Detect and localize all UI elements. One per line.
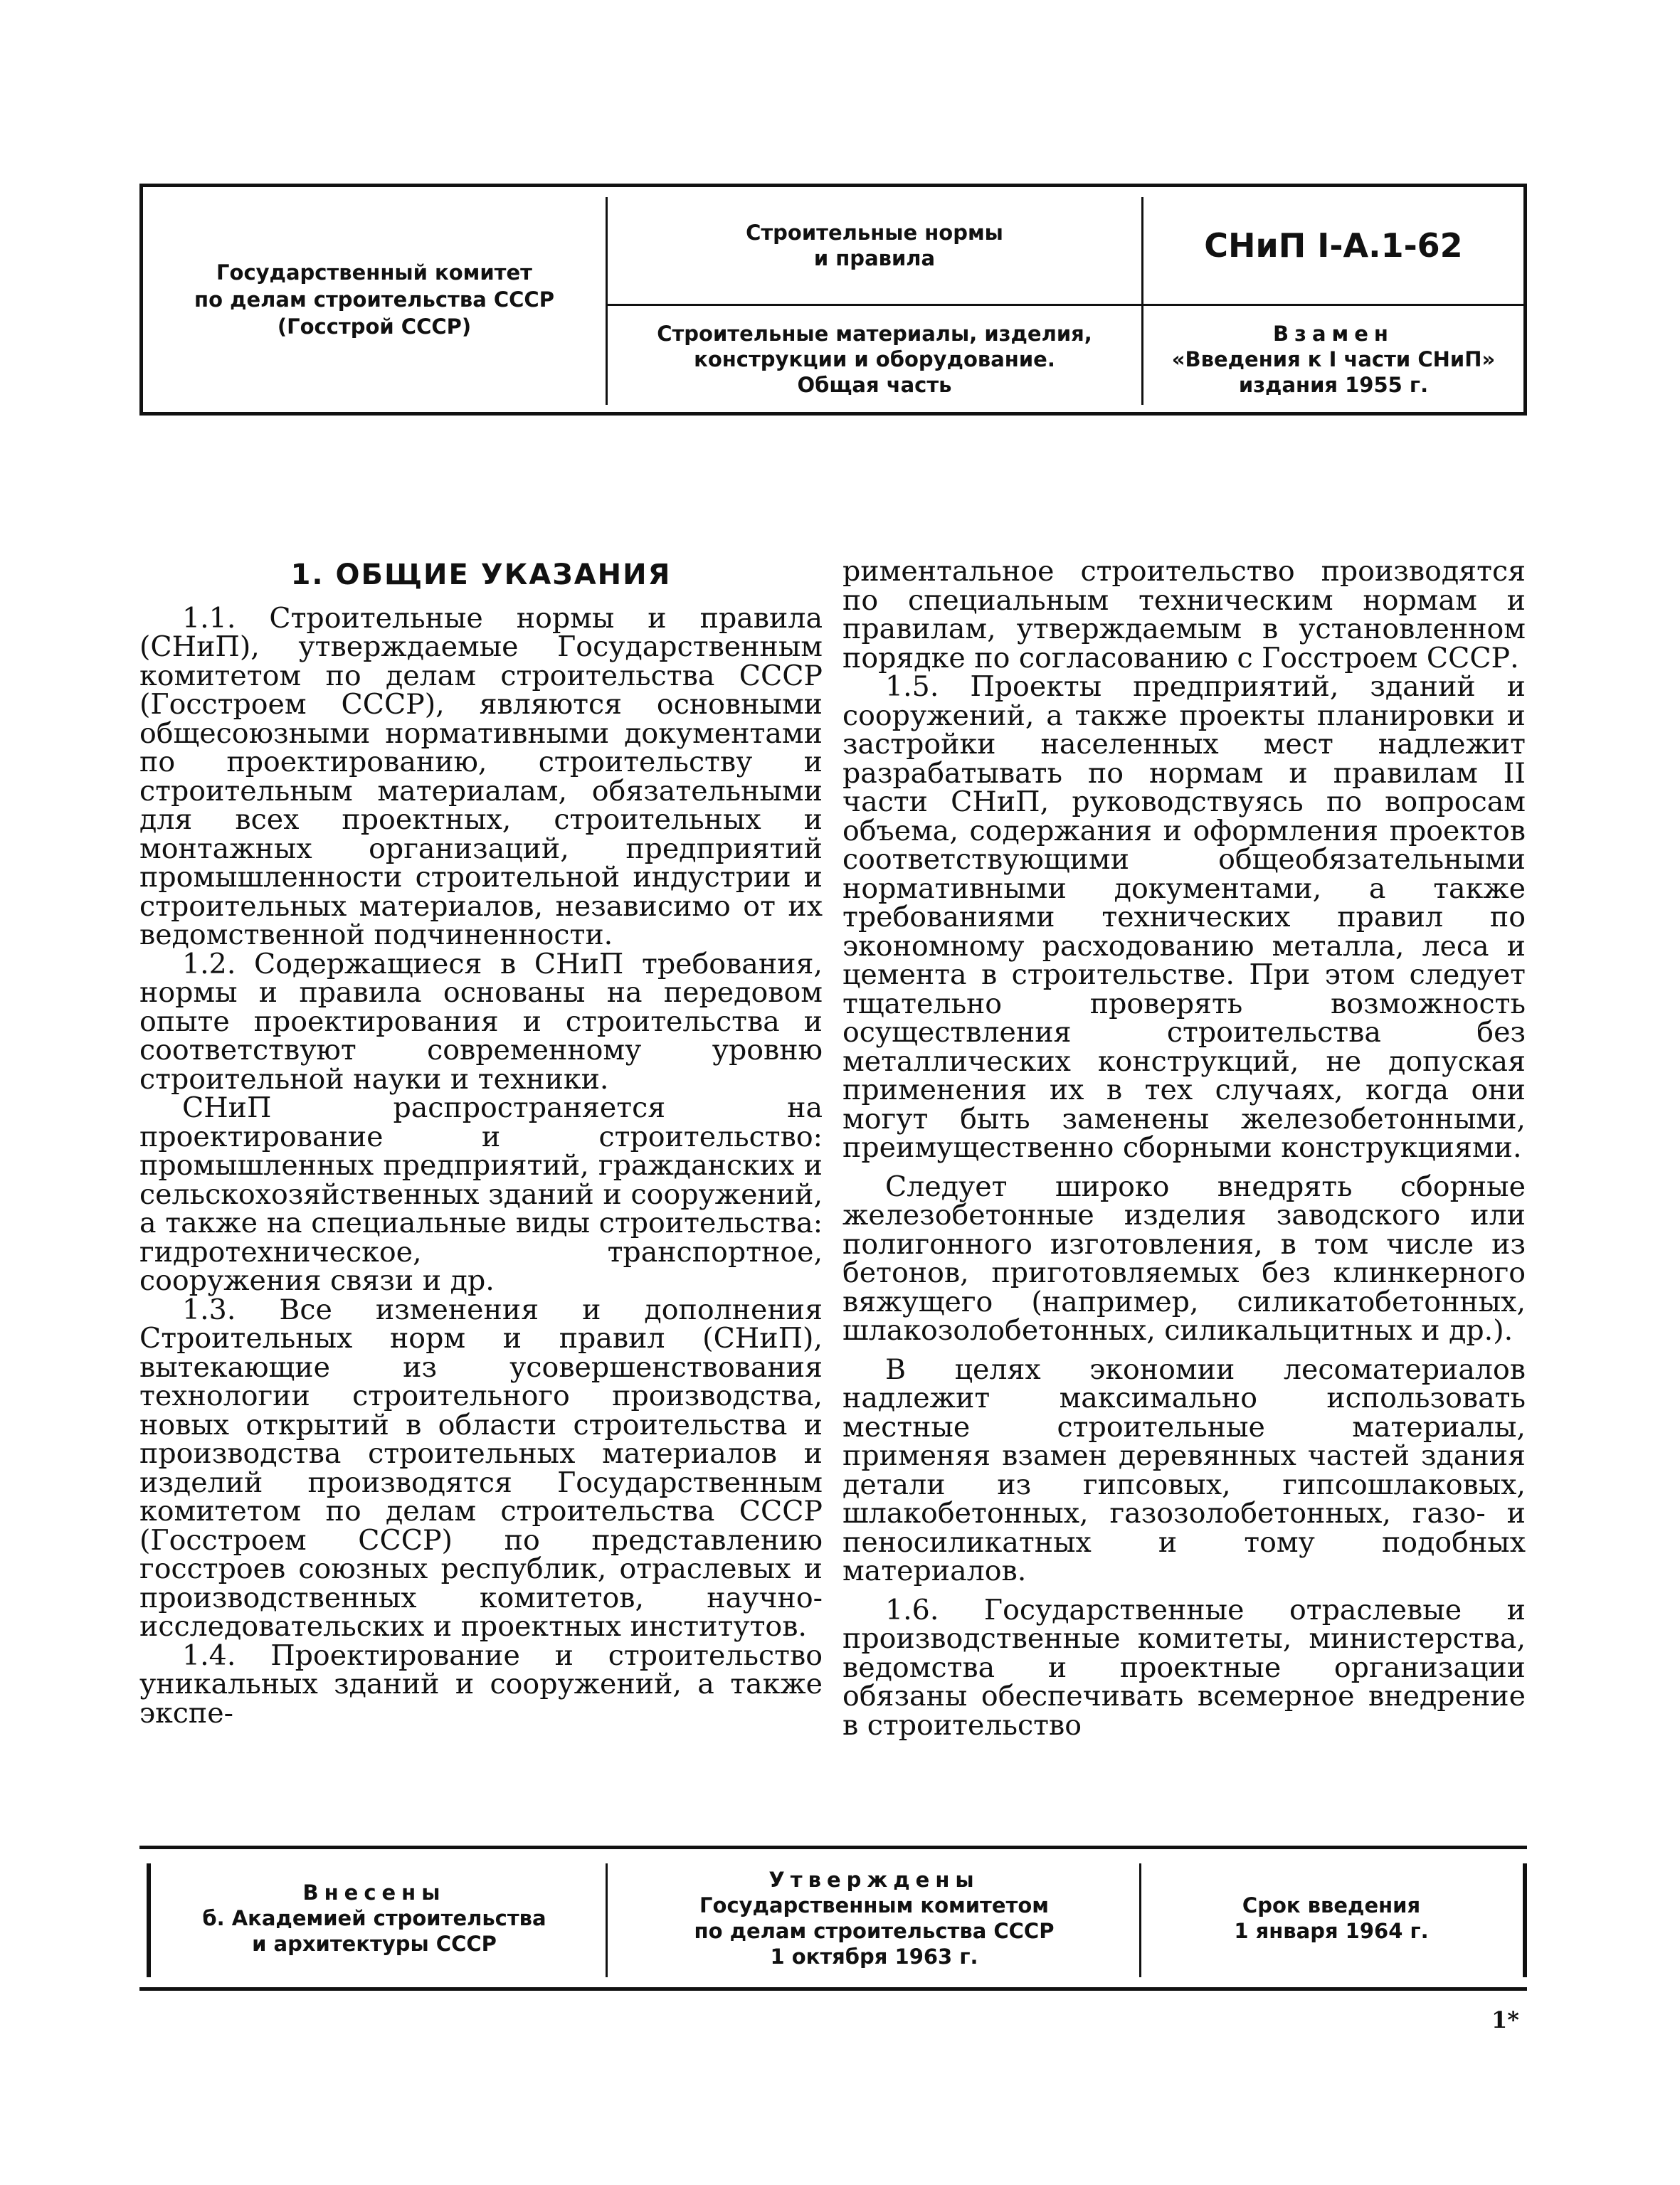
approved-line: 1 октября 1963 г. — [770, 1945, 978, 1969]
right-column — [842, 557, 1526, 1740]
approved-label: Утверждены — [768, 1868, 980, 1892]
approved-by — [609, 1849, 1139, 1987]
subject-line: конструкции и оборудование. — [694, 347, 1055, 371]
org-line: по делам строительства СССР — [194, 287, 554, 312]
replaces-info — [1143, 306, 1523, 413]
org-line: (Госстрой СССР) — [277, 314, 472, 339]
paragraph: 1.3. Все изменения и дополнения Строительных норм и правил (СНиП), вытекающие из усовершенствования технологии строительного производства, новых открытий в области строительства и производства строительных материалов и изделий производятся Государственным комитетом по делам строительства СССР (Госстроем СССР) по представлению госстроев союзных республик, отраслевых и производственных комитетов, научно-исследовательских и проектных институтов. — [139, 1293, 823, 1643]
effective-date — [1143, 1849, 1520, 1987]
section-title: 1. ОБЩИЕ УКАЗАНИЯ — [290, 559, 672, 591]
doc-type-line: Строительные нормы — [746, 221, 1003, 245]
submitted-label: Внесены — [302, 1880, 446, 1905]
document-code: СНиП I-А.1-62 — [1204, 226, 1463, 265]
approved-line: Государственным комитетом — [699, 1893, 1049, 1917]
document-type — [608, 187, 1141, 304]
paragraph: 1.4. Проектирование и строительство уникальных зданий и сооружений, а также экспе- — [139, 1639, 823, 1730]
paragraph: 1.6. Государственные отраслевые и производственные комитеты, министерства, ведомства и проектные организации обязаны обеспечивать всемерное внедрение в строительство — [842, 1593, 1526, 1742]
document-subject — [608, 306, 1141, 413]
page-number: 1* — [1491, 2006, 1519, 2033]
paragraph: риментальное строительство производятся по специальным техническим нормам и правилам, утверждаемым в установленном порядке по согласованию с Госстроем СССР. — [842, 555, 1526, 674]
paragraph: 1.5. Проекты предприятий, зданий и сооружений, а также проекты планировки и застройки населенных мест надлежит разрабатывать по нормам и правилам II части СНиП, руководствуясь по вопросам объема, содержания и оформления проектов соответствующими общеобязательными нормативными документами, а также требованиями технических правил по экономному расходованию металла, леса и цемента в строительстве. При этом следует тщательно проверять возможность осуществления строительства без металлических конструкций, не допуская применения их в тех случаях, когда они могут быть заменены железобетонными, преимущественно сборными конструкциями. — [842, 670, 1526, 1164]
paragraph: В целях экономии лесоматериалов надлежит максимально использовать местные строительные материалы, применяя взамен деревянных частей здания детали из гипсовых, гипсошлаковых, шлакобетонных, газозолобетонных, газо- и пеносиликатных и тому подобных материалов. — [842, 1353, 1526, 1587]
replaces-line: «Введения к I части СНиП» — [1171, 347, 1496, 371]
footer-divider — [606, 1863, 608, 1977]
issuing-organization — [143, 187, 606, 412]
org-line: Государственный комитет — [216, 260, 532, 285]
submitted-by — [147, 1849, 602, 1987]
footer-edge — [1523, 1863, 1527, 1977]
paragraph: 1.1. Строительные нормы и правила (СНиП), утверждаемые Государственным комитетом по делам строительства СССР (Госстроем СССР), являются основными общесоюзными нормативными документами по проектированию, строительству и строительным материалам, обязательными для всех проектных, строительных и монтажных организаций, предприятий промышленности строительной индустрии и строительных материалов, независимо от их ведомственной подчиненности. — [139, 601, 823, 951]
effective-line: 1 января 1964 г. — [1234, 1919, 1429, 1943]
subject-line: Общая часть — [797, 373, 952, 397]
paragraph: 1.2. Содержащиеся в СНиП требования, нормы и правила основаны на передовом опыте проектирования и строительства и соответствуют современному уровню строительной науки и техники. — [139, 947, 823, 1096]
replaces-line: издания 1955 г. — [1238, 373, 1429, 397]
paragraph: СНиП распространяется на проектирование и строительство: промышленных предприятий, гражданских и сельскохозяйственных зданий и сооружений, а также на специальные виды строительства: гидротехническое, транспортное, сооружения связи и др. — [139, 1091, 823, 1297]
subject-line: Строительные материалы, изделия, — [657, 322, 1092, 346]
effective-line: Срок введения — [1242, 1893, 1421, 1917]
submitted-line: и архитектуры СССР — [252, 1932, 497, 1956]
footer-divider — [1139, 1863, 1141, 1977]
header-table — [139, 184, 1527, 416]
left-column — [139, 548, 823, 1728]
footer-table — [139, 1846, 1527, 1991]
submitted-line: б. Академией строительства — [202, 1906, 546, 1930]
approved-line: по делам строительства СССР — [694, 1919, 1055, 1943]
replaces-label: Взамен — [1273, 322, 1394, 346]
doc-type-line: и правила — [813, 246, 936, 270]
paragraph: Следует широко внедрять сборные железобетонные изделия заводского или полигонного изготовления, в том числе из бетонов, приготовляемых без клинкерного вяжущего (например, силикатобетонных, шлакозолобетонных, силикальцитных и др.). — [842, 1170, 1526, 1347]
